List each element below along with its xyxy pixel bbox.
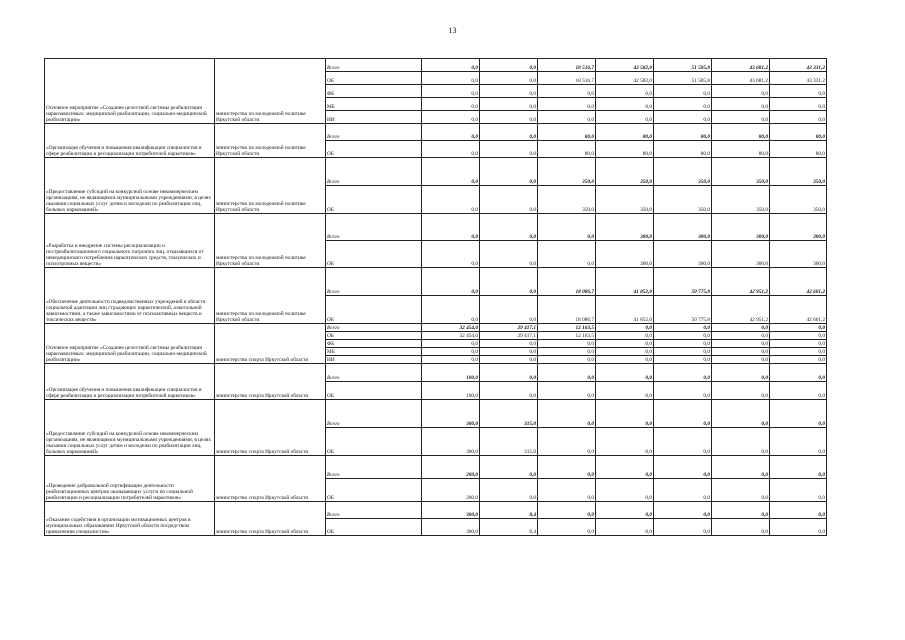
amount-cell: 0,0: [422, 356, 480, 364]
amount-cell: 0,0: [422, 72, 480, 85]
budget-table: [44, 58, 827, 536]
funding-source: Всего: [326, 456, 422, 479]
amount-cell: 0,0: [712, 356, 770, 364]
amount-cell: 0,0: [654, 502, 712, 519]
amount-cell: 18 086,7: [538, 268, 596, 296]
amount-cell: 0,0: [712, 400, 770, 428]
amount-cell: 0,0: [538, 214, 596, 241]
amount-cell: 0,0: [480, 268, 538, 296]
funding-source: ОБ: [326, 332, 422, 340]
amount-cell: 12 163,5: [538, 332, 596, 340]
amount-cell: 42 582,0: [596, 72, 654, 85]
amount-cell: 0,0: [654, 85, 712, 98]
amount-cell: 0,0: [480, 111, 538, 124]
amount-cell: 0,0: [422, 124, 480, 141]
amount-cell: 42 601,2: [770, 296, 827, 324]
amount-cell: 0,0: [770, 340, 827, 348]
table-row: [45, 502, 827, 519]
amount-cell: 0,0: [770, 400, 827, 428]
amount-cell: 18 086,7: [538, 296, 596, 324]
funding-source: ФБ: [326, 85, 422, 98]
amount-cell: 0,0: [596, 364, 654, 382]
amount-cell: 0,0: [654, 98, 712, 111]
amount-cell: 0,0: [654, 111, 712, 124]
amount-cell: 350,0: [654, 186, 712, 214]
amount-cell: 0,0: [422, 158, 480, 186]
amount-cell: 0,0: [654, 456, 712, 479]
amount-cell: 0,0: [480, 72, 538, 85]
amount-cell: 0,0: [538, 111, 596, 124]
amount-cell: 0,0: [770, 85, 827, 98]
amount-cell: 18 516,7: [538, 59, 596, 72]
responsible-executor: министерство по молодежной политике Иркутской области: [215, 158, 326, 214]
amount-cell: 0,0: [480, 59, 538, 72]
amount-cell: 0,0: [770, 324, 827, 332]
funding-source: ОБ: [326, 428, 422, 456]
funding-source: МБ: [326, 98, 422, 111]
amount-cell: 0,0: [654, 382, 712, 400]
activity-description: «Организация обучения и повышения квалификации специалистов в сфере реабилитации и ресоциализации потребителей наркотиков»: [45, 364, 215, 400]
amount-cell: 0,0: [770, 502, 827, 519]
amount-cell: 0,0: [770, 479, 827, 502]
activity-description: «Оказание содействия в организации мотивационных центров в муниципальных образованиях Иркутской области посредством привлечения специалистов»: [45, 502, 215, 536]
amount-cell: 80,0: [596, 124, 654, 141]
responsible-executor: министерство спорта Иркутской области: [215, 400, 326, 456]
amount-cell: 0,0: [654, 364, 712, 382]
amount-cell: 0,0: [596, 479, 654, 502]
amount-cell: 0,0: [654, 400, 712, 428]
amount-cell: 0,0: [480, 479, 538, 502]
amount-cell: 41 852,0: [596, 296, 654, 324]
amount-cell: 100,0: [422, 382, 480, 400]
funding-source: ОБ: [326, 519, 422, 536]
amount-cell: 350,0: [538, 186, 596, 214]
amount-cell: 0,0: [712, 348, 770, 356]
amount-cell: 350,0: [654, 158, 712, 186]
table-row: [45, 158, 827, 186]
amount-cell: 0,0: [654, 340, 712, 348]
amount-cell: 0,0: [770, 98, 827, 111]
amount-cell: 80,0: [538, 124, 596, 141]
amount-cell: 0,0: [596, 456, 654, 479]
amount-cell: 12 163,5: [538, 324, 596, 332]
amount-cell: 350,0: [712, 186, 770, 214]
amount-cell: 43 331,2: [770, 72, 827, 85]
amount-cell: 0,0: [712, 85, 770, 98]
responsible-executor: министерство спорта Иркутской области: [215, 324, 326, 364]
amount-cell: 350,0: [596, 158, 654, 186]
amount-cell: 0,0: [422, 241, 480, 268]
amount-cell: 43 331,2: [770, 59, 827, 72]
amount-cell: 300,0: [596, 241, 654, 268]
amount-cell: 0,0: [538, 98, 596, 111]
amount-cell: 8,4: [480, 502, 538, 519]
activity-description: Основное мероприятие «Создание целостной системы реабилитации наркозависимых: медицинской реабилитации, социально-медицинской реабилитации»: [45, 59, 215, 124]
amount-cell: 80,0: [538, 141, 596, 158]
funding-source: ОБ: [326, 186, 422, 214]
amount-cell: 0,0: [712, 382, 770, 400]
amount-cell: 0,0: [480, 241, 538, 268]
amount-cell: 0,0: [422, 98, 480, 111]
responsible-executor: министерство спорта Иркутской области: [215, 456, 326, 502]
amount-cell: 8,4: [480, 519, 538, 536]
amount-cell: 0,0: [712, 340, 770, 348]
amount-cell: 0,0: [538, 519, 596, 536]
amount-cell: 0,0: [480, 340, 538, 348]
amount-cell: 300,0: [712, 241, 770, 268]
funding-source: Всего: [326, 502, 422, 519]
amount-cell: 0,0: [712, 111, 770, 124]
responsible-executor: министерство по молодежной политике Иркутской области: [215, 124, 326, 158]
amount-cell: 0,0: [422, 268, 480, 296]
funding-source: Всего: [326, 324, 422, 332]
funding-source: Всего: [326, 59, 422, 72]
amount-cell: 42 582,0: [596, 59, 654, 72]
amount-cell: 100,0: [422, 364, 480, 382]
amount-cell: 200,0: [422, 479, 480, 502]
activity-description: «Организация обучения и повышения квалификации специалистов в сфере реабилитации и ресоциализации потребителей наркотиков»: [45, 124, 215, 158]
amount-cell: 0,0: [480, 186, 538, 214]
amount-cell: 42 951,2: [712, 268, 770, 296]
funding-source: ОБ: [326, 72, 422, 85]
funding-source: ОБ: [326, 382, 422, 400]
amount-cell: 0,0: [770, 356, 827, 364]
table-row: [45, 364, 827, 382]
amount-cell: 0,0: [538, 502, 596, 519]
amount-cell: 0,0: [480, 124, 538, 141]
amount-cell: 0,0: [596, 400, 654, 428]
amount-cell: 0,0: [712, 324, 770, 332]
table-row: [45, 268, 827, 296]
amount-cell: 300,0: [770, 214, 827, 241]
amount-cell: 0,0: [654, 428, 712, 456]
amount-cell: 43 681,2: [712, 72, 770, 85]
amount-cell: 0,0: [480, 85, 538, 98]
amount-cell: 0,0: [422, 85, 480, 98]
amount-cell: 0,0: [538, 340, 596, 348]
table-row: [45, 124, 827, 141]
activity-description: «Предоставление субсидий на конкурсной основе некоммерческим организациям, не являющимся муниципальными учреждениями, в целях оказания социальных услуг детям и молодежи по реабилитации лиц, больных наркоманией»: [45, 400, 215, 456]
amount-cell: 300,0: [770, 241, 827, 268]
amount-cell: 80,0: [770, 124, 827, 141]
amount-cell: 0,0: [770, 428, 827, 456]
funding-source: Всего: [326, 124, 422, 141]
amount-cell: 80,0: [712, 141, 770, 158]
funding-source: МБ: [326, 348, 422, 356]
amount-cell: 0,0: [480, 348, 538, 356]
funding-source: ОБ: [326, 141, 422, 158]
amount-cell: 0,0: [538, 400, 596, 428]
amount-cell: 42 601,2: [770, 268, 827, 296]
amount-cell: 300,0: [654, 214, 712, 241]
amount-cell: 0,0: [480, 296, 538, 324]
amount-cell: 300,0: [596, 214, 654, 241]
amount-cell: 0,0: [654, 324, 712, 332]
table-row: [45, 59, 827, 72]
funding-source: Всего: [326, 364, 422, 382]
amount-cell: 50 775,8: [654, 268, 712, 296]
activity-description: Основное мероприятие «Создание целостной системы реабилитации наркозависимых: медицинской реабилитации, социально-медицинской реабилитации»: [45, 324, 215, 364]
amount-cell: 300,0: [654, 241, 712, 268]
amount-cell: 350,0: [770, 186, 827, 214]
page-number: 13: [448, 26, 457, 35]
funding-source: ИИ: [326, 111, 422, 124]
amount-cell: 0,0: [596, 348, 654, 356]
amount-cell: 0,0: [422, 340, 480, 348]
amount-cell: 0,0: [654, 348, 712, 356]
amount-cell: 80,0: [770, 141, 827, 158]
funding-source: Всего: [326, 400, 422, 428]
amount-cell: 50 775,8: [654, 296, 712, 324]
amount-cell: 0,0: [712, 364, 770, 382]
amount-cell: 0,0: [596, 502, 654, 519]
amount-cell: 0,0: [538, 428, 596, 456]
funding-source: ОБ: [326, 241, 422, 268]
responsible-executor: министерство по молодежной политике Иркутской области: [215, 268, 326, 324]
funding-source: ФБ: [326, 340, 422, 348]
amount-cell: 0,0: [538, 241, 596, 268]
amount-cell: 0,0: [770, 111, 827, 124]
amount-cell: 0,0: [770, 456, 827, 479]
amount-cell: 51 505,8: [654, 59, 712, 72]
amount-cell: 0,0: [422, 348, 480, 356]
amount-cell: 350,0: [712, 158, 770, 186]
amount-cell: 0,0: [596, 519, 654, 536]
amount-cell: 0,0: [480, 141, 538, 158]
amount-cell: 300,0: [422, 428, 480, 456]
table-row: [45, 456, 827, 479]
amount-cell: 0,0: [422, 214, 480, 241]
amount-cell: 0,0: [712, 428, 770, 456]
amount-cell: 0,0: [712, 502, 770, 519]
amount-cell: 0,0: [596, 382, 654, 400]
amount-cell: 0,0: [770, 519, 827, 536]
responsible-executor: министерство по молодежной политике Иркутской области: [215, 214, 326, 268]
amount-cell: 0,0: [712, 519, 770, 536]
amount-cell: 0,0: [596, 111, 654, 124]
amount-cell: 350,0: [538, 158, 596, 186]
amount-cell: 29 417,1: [480, 332, 538, 340]
amount-cell: 80,0: [596, 141, 654, 158]
amount-cell: 0,0: [422, 111, 480, 124]
activity-description: «Разработка и внедрение системы ресоциализации и постреабилитационного социального патроната лиц, отказавшихся от немедицинского потребления наркотических средств, токсических и психотропных веществ»: [45, 214, 215, 268]
activity-description: «Предоставление субсидий на конкурсной основе некоммерческим организациям, не являющимся муниципальными учреждениями, в целях оказания социальных услуг детям и молодежи по реабилитации лиц, больных наркоманией»: [45, 158, 215, 214]
table-row: [45, 400, 827, 428]
amount-cell: 315,0: [480, 428, 538, 456]
amount-cell: 80,0: [654, 141, 712, 158]
amount-cell: 0,0: [538, 85, 596, 98]
amount-cell: 0,0: [654, 479, 712, 502]
activity-description: «Проведение добровольной сертификации деятельности реабилитационных центров оказывающих услуги по социальной реабилитации и ресоциализации потребителей наркотиков»: [45, 456, 215, 502]
amount-cell: 0,0: [712, 456, 770, 479]
responsible-executor: министерство спорта Иркутской области: [215, 502, 326, 536]
amount-cell: 0,0: [422, 296, 480, 324]
amount-cell: 0,0: [770, 332, 827, 340]
amount-cell: 350,0: [596, 186, 654, 214]
funding-source: ОБ: [326, 479, 422, 502]
amount-cell: 42 951,2: [712, 296, 770, 324]
amount-cell: 0,0: [654, 332, 712, 340]
amount-cell: 0,0: [480, 214, 538, 241]
amount-cell: 0,0: [712, 332, 770, 340]
amount-cell: 0,0: [480, 158, 538, 186]
amount-cell: 18 516,7: [538, 72, 596, 85]
amount-cell: 0,0: [538, 348, 596, 356]
amount-cell: 0,0: [422, 141, 480, 158]
amount-cell: 0,0: [538, 382, 596, 400]
amount-cell: 80,0: [654, 124, 712, 141]
amount-cell: 0,0: [422, 59, 480, 72]
funding-source: ОБ: [326, 296, 422, 324]
funding-source: ИИ: [326, 356, 422, 364]
table-row: [45, 214, 827, 241]
amount-cell: 0,0: [480, 456, 538, 479]
table-row: [45, 324, 827, 332]
amount-cell: 0,0: [596, 324, 654, 332]
amount-cell: 0,0: [596, 85, 654, 98]
amount-cell: 0,0: [538, 364, 596, 382]
activity-description: «Обеспечение деятельности подведомственных учреждений в области социальной адаптации лиц страдающих наркотической, алкогольной зависимостями, а также зависимостями от психоактивных веществ и токсических веществ»: [45, 268, 215, 324]
amount-cell: 43 681,2: [712, 59, 770, 72]
amount-cell: 0,0: [712, 98, 770, 111]
amount-cell: 0,0: [596, 428, 654, 456]
amount-cell: 0,0: [480, 382, 538, 400]
amount-cell: 51 505,8: [654, 72, 712, 85]
responsible-executor: министерство по молодежной политике Иркутской области: [215, 59, 326, 124]
amount-cell: 0,0: [596, 340, 654, 348]
amount-cell: 0,0: [596, 356, 654, 364]
amount-cell: 0,0: [770, 382, 827, 400]
amount-cell: 32 454,0: [422, 332, 480, 340]
amount-cell: 0,0: [480, 98, 538, 111]
amount-cell: 0,0: [538, 479, 596, 502]
funding-source: Всего: [326, 214, 422, 241]
amount-cell: 0,0: [538, 456, 596, 479]
amount-cell: 200,0: [422, 456, 480, 479]
amount-cell: 0,0: [712, 479, 770, 502]
amount-cell: 0,0: [538, 356, 596, 364]
amount-cell: 0,0: [480, 364, 538, 382]
amount-cell: 300,0: [422, 400, 480, 428]
amount-cell: 350,0: [770, 158, 827, 186]
funding-source: Всего: [326, 268, 422, 296]
amount-cell: 0,0: [770, 348, 827, 356]
amount-cell: 300,0: [712, 214, 770, 241]
responsible-executor: министерство спорта Иркутской области: [215, 364, 326, 400]
amount-cell: 80,0: [712, 124, 770, 141]
amount-cell: 0,0: [654, 356, 712, 364]
amount-cell: 0,0: [654, 519, 712, 536]
amount-cell: 300,0: [422, 519, 480, 536]
amount-cell: 300,0: [422, 502, 480, 519]
amount-cell: 0,0: [770, 364, 827, 382]
amount-cell: 29 417,1: [480, 324, 538, 332]
amount-cell: 0,0: [596, 98, 654, 111]
amount-cell: 0,0: [596, 332, 654, 340]
amount-cell: 41 852,0: [596, 268, 654, 296]
amount-cell: 32 454,0: [422, 324, 480, 332]
amount-cell: 315,0: [480, 400, 538, 428]
funding-source: Всего: [326, 158, 422, 186]
amount-cell: 0,0: [422, 186, 480, 214]
amount-cell: 0,0: [480, 356, 538, 364]
